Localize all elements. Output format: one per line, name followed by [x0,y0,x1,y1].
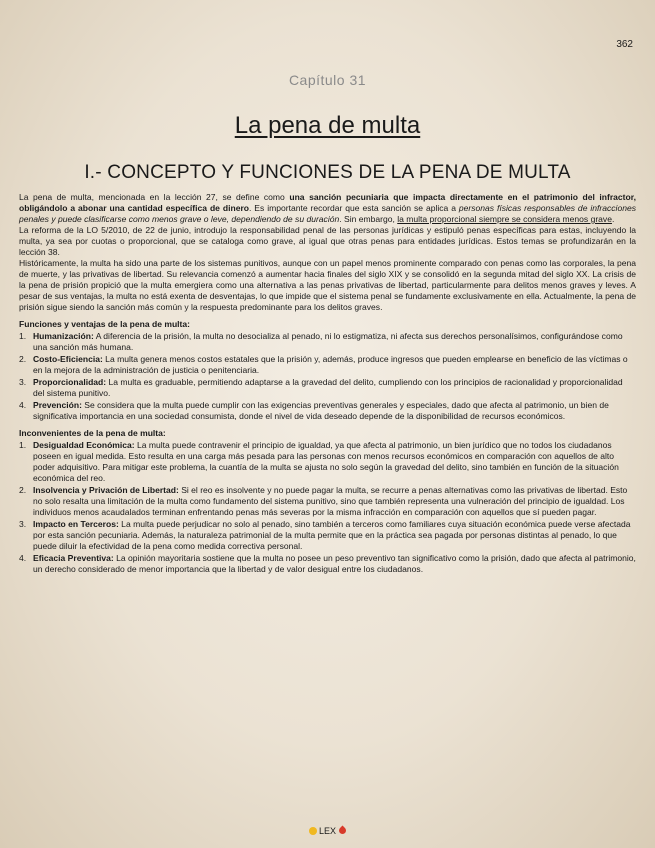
section-heading: I.- CONCEPTO Y FUNCIONES DE LA PENA DE MULTA [84,162,571,183]
list-item [19,400,636,422]
intro-paragraph [19,192,636,225]
list-term: Costo-Eficiencia: [33,354,103,364]
intro-text: La pena de multa, mencionada en la lección 27, se define como [19,192,290,202]
list-item [19,354,636,376]
list-text: A diferencia de la prisión, la multa no desocializa al penado, ni lo estigmatiza, ni afecta sus derechos personalísimos, configurándose como una sanción más humana. [33,331,623,352]
intro-bold: una sanción pecuniaria que impacta directamente en el patrimonio del infractor, obligándolo a abonar una cantidad específica de dinero [19,192,636,213]
list-item [19,553,636,575]
list-term: Impacto en Terceros: [33,519,119,529]
list-number: 4. [19,553,27,563]
footer-logo-text: LEX [318,826,336,836]
reform-paragraph: La reforma de la LO 5/2010, de 22 de junio, introdujo la responsabilidad penal de las personas jurídicas y estipuló penas específicas para estas, incluyendo la multa, ya sea por cuotas o proporcional, que se cataloga como grave, al igual que otras penas para entidades jurídicas. Estos temas se profundizarán en la lección 38. [19,225,636,257]
list-number: 1. [19,440,27,450]
chapter-label: Capítulo 31 [288,72,367,88]
list-term: Humanización: [33,331,94,341]
list-text: La multa puede contravenir el principio de igualdad, ya que afecta al patrimonio, un bien jurídico que no todos los ciudadanos poseen en igual medida. Esto resulta en una carga más pesada para las personas con menos recursos económicos en comparación con aquellos de alto poder adquisitivo. Para mitigar este problema, la cuantía de la multa se ajusta no solo según la gravedad del delito, sino también en función de la situación económica del reo. [33,440,619,483]
list-number: 4. [19,400,27,410]
history-paragraph: Históricamente, la multa ha sido una parte de los sistemas punitivos, aunque con un papel menos prominente comparado con penas como las corporales, la pena de muerte, y las privativas de libertad. Su relevancia comenzó a aumentar hacia finales del siglo XIX y se consolidó en la segunda mitad del siglo XX. La crisis de la pena de prisión propició que la multa emergiera como una alternativa a las penas privativas de libertad, particularmente para delitos menos graves y leves. A pesar de sus ventajas, la multa no está exenta de desventajas, lo que impide que el sistema penal se fundamente exclusivamente en ella. Actualmente, la pena de prisión sigue siendo la sanción más común y la respuesta predominante para los delitos graves. [19,258,636,312]
list-text: La opinión mayoritaria sostiene que la multa no posee un peso preventivo tan significativo como la prisión, dado que afecta al patrimonio, un derecho considerado de menor importancia que la libertad y de valor desigual entre los ciudadanos. [33,553,636,574]
list-text: La multa es graduable, permitiendo adaptarse a la gravedad del delito, cumpliendo con los principios de racionalidad y proporcionalidad del sistema punitivo. [33,377,623,398]
intro-text: . Es importante recordar que esta sanción se aplica a [249,203,459,213]
intro-text: . Sin embargo, [339,214,398,224]
list-term: Desigualdad Económica: [33,440,135,450]
list-term: Proporcionalidad: [33,377,107,387]
intro-text: . [611,214,615,224]
footer-logo [0,826,655,836]
list-number: 2. [19,485,27,495]
drawbacks-list [19,440,636,575]
list-number: 1. [19,331,27,341]
list-term: Insolvencia y Privación de Libertad: [33,485,179,495]
intro-italic: personas físicas responsables de infracciones penales y puede clasificarse como menos grave o leve, dependiendo de su duración [19,203,636,224]
list-item [19,331,636,353]
list-text: Si el reo es insolvente y no puede pagar la multa, se recurre a penas alternativas como las privativas de libertad. Esto no solo resalta una limitación de la multa como fundamento del sistema punitivo, sino que también representa una vulneración del principio de igualdad. Los individuos menos acaudalados terminan enfrentando penas más severas por la misma infracción en comparación con aquellos que sí pueden pagar. [33,485,628,517]
page-number: 362 [616,39,633,50]
body-text [19,192,636,576]
intro-underlined: la multa proporcional siempre se considera menos grave [397,214,612,224]
drop-icon [338,826,348,836]
list-text: La multa puede perjudicar no solo al penado, sino también a terceros como familiares cuya situación económica puede verse afectada por esta sanción pecuniaria. Además, la naturaleza patrimonial de la multa permite que en la práctica sea pagada por personas distintas al penado, lo que puede diluir la efectividad de la pena como medida correctiva personal. [33,519,631,551]
sun-dot-icon [309,827,317,835]
list-text: La multa genera menos costos estatales que la prisión y, además, produce ingresos que pueden emplearse en beneficio de las víctimas o en la mejora de la administración de justicia o penitenciaria. [33,354,628,375]
list-term: Eficacia Preventiva: [33,553,114,563]
list-item [19,377,636,399]
list-number: 3. [19,377,27,387]
list-item [19,440,636,484]
functions-heading: Funciones y ventajas de la pena de multa: [19,319,190,329]
list-term: Prevención: [33,400,82,410]
list-number: 3. [19,519,27,529]
list-item [19,519,636,552]
list-text: Se considera que la multa puede cumplir con las exigencias preventivas generales y especiales, dado que afecta al patrimonio, un bien de significativa importancia en una sociedad consumista, donde el nivel de vida deseado depende de la disponibilidad de recursos económicos. [33,400,609,421]
page-title: La pena de multa [234,112,421,139]
list-number: 2. [19,354,27,364]
list-item [19,485,636,518]
functions-list [19,331,636,422]
drawbacks-heading: Inconvenientes de la pena de multa: [19,428,166,438]
